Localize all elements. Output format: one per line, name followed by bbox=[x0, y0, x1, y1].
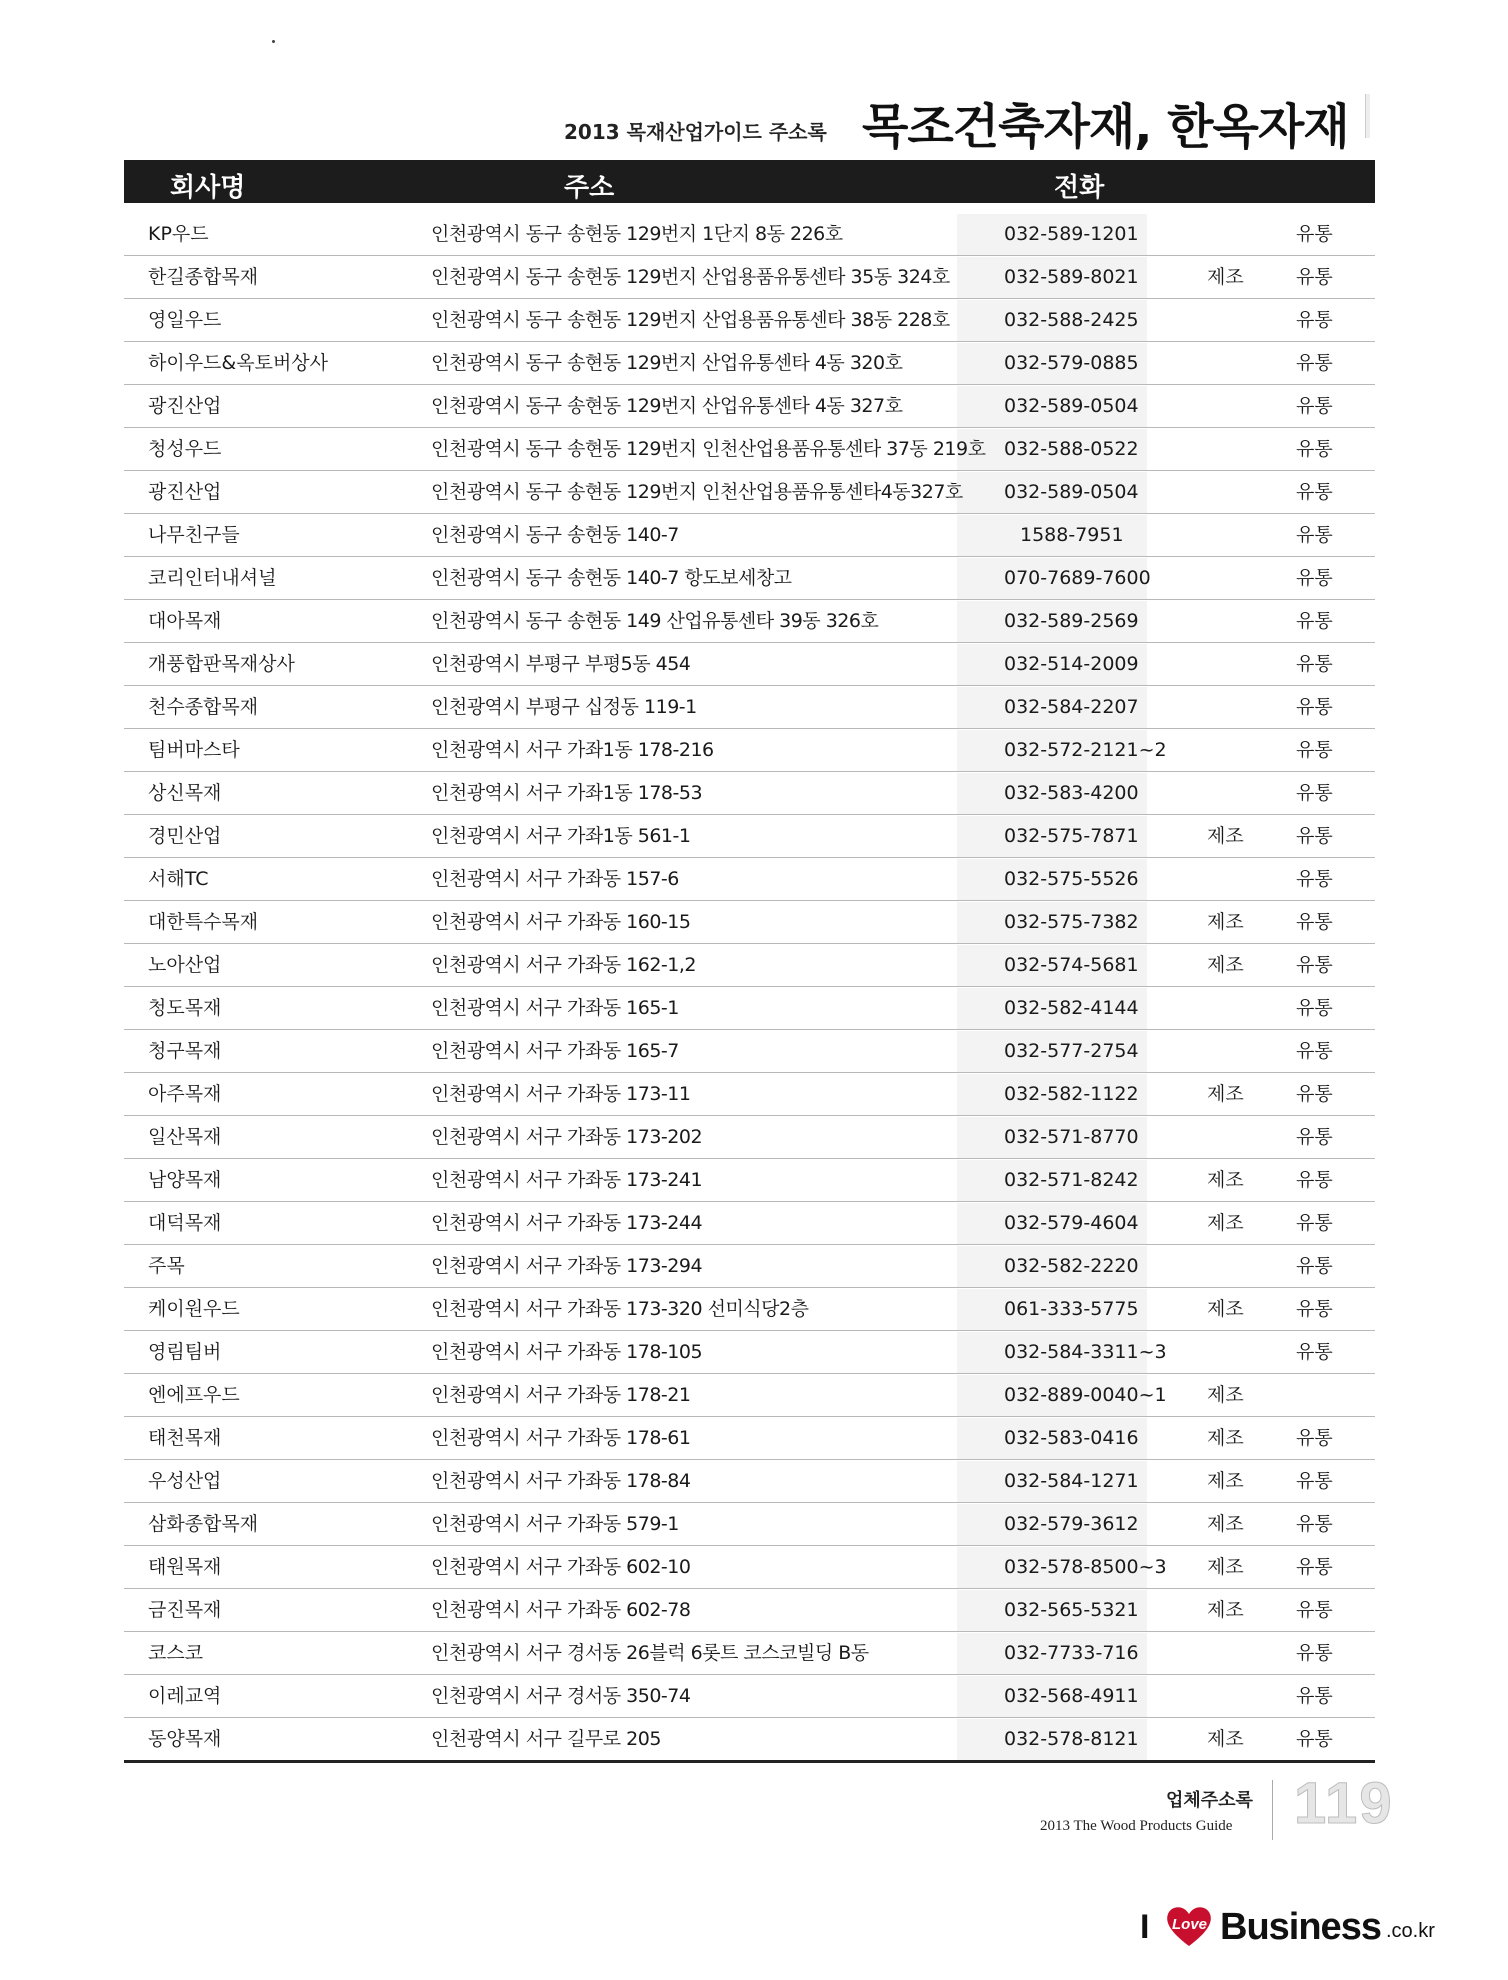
company-phone: 032-582-2220 bbox=[1004, 1255, 1139, 1277]
company-phone: 032-575-7871 bbox=[1004, 825, 1139, 847]
company-phone: 032-579-3612 bbox=[1004, 1513, 1139, 1535]
company-name: 광진산업 bbox=[148, 395, 222, 417]
company-name: 청구목재 bbox=[148, 1040, 222, 1062]
company-address: 인천광역시 동구 송현동 140-7 bbox=[431, 524, 679, 546]
distribution-tag: 유통 bbox=[1296, 1599, 1333, 1621]
column-header-company: 회사명 bbox=[170, 173, 246, 203]
brand-business: Business bbox=[1220, 1906, 1381, 1948]
company-name: 영일우드 bbox=[148, 309, 222, 331]
distribution-tag: 유통 bbox=[1296, 1685, 1333, 1707]
company-phone: 032-568-4911 bbox=[1004, 1685, 1139, 1707]
company-name: 상신목재 bbox=[148, 782, 222, 804]
company-name: 대한특수목재 bbox=[148, 911, 259, 933]
company-address: 인천광역시 서구 가좌동 173-11 bbox=[431, 1083, 691, 1105]
table-row bbox=[124, 1418, 1375, 1460]
distribution-tag: 유통 bbox=[1296, 696, 1333, 718]
company-address: 인천광역시 서구 가좌동 579-1 bbox=[431, 1513, 679, 1535]
company-name: 이레교역 bbox=[148, 1685, 222, 1707]
distribution-tag: 유통 bbox=[1296, 1126, 1333, 1148]
table-row bbox=[124, 214, 1375, 256]
table-row bbox=[124, 300, 1375, 342]
company-address: 인천광역시 서구 가좌동 162-1,2 bbox=[431, 954, 696, 976]
company-phone: 032-582-1122 bbox=[1004, 1083, 1139, 1105]
distribution-tag: 유통 bbox=[1296, 1728, 1333, 1750]
manufacture-tag: 제조 bbox=[1207, 954, 1244, 976]
company-phone: 032-565-5321 bbox=[1004, 1599, 1139, 1621]
company-name: 우성산업 bbox=[148, 1470, 222, 1492]
table-row bbox=[124, 988, 1375, 1030]
company-address: 인천광역시 동구 송현동 129번지 인천산업용품유통센타 37동 219호 bbox=[431, 438, 986, 460]
company-phone: 032-514-2009 bbox=[1004, 653, 1139, 675]
distribution-tag: 유통 bbox=[1296, 309, 1333, 331]
company-name: 대덕목재 bbox=[148, 1212, 222, 1234]
company-phone: 032-571-8770 bbox=[1004, 1126, 1139, 1148]
company-phone: 032-575-5526 bbox=[1004, 868, 1139, 890]
manufacture-tag: 제조 bbox=[1207, 1556, 1244, 1578]
company-name: 금진목재 bbox=[148, 1599, 222, 1621]
company-phone: 070-7689-7600 bbox=[1004, 567, 1151, 589]
table-row bbox=[124, 1117, 1375, 1159]
table-row bbox=[124, 1289, 1375, 1331]
table-row bbox=[124, 1719, 1375, 1763]
company-name: 엔에프우드 bbox=[148, 1384, 240, 1406]
table-row bbox=[124, 1590, 1375, 1632]
page-title: 목조건축자재, 한옥자재 bbox=[862, 99, 1349, 155]
distribution-tag: 유통 bbox=[1296, 1040, 1333, 1062]
brand-domain: .co.kr bbox=[1386, 1920, 1435, 1942]
company-address: 인천광역시 동구 송현동 140-7 항도보세창고 bbox=[431, 567, 792, 589]
distribution-tag: 유통 bbox=[1296, 223, 1333, 245]
manufacture-tag: 제조 bbox=[1207, 266, 1244, 288]
table-row bbox=[124, 773, 1375, 815]
table-row bbox=[124, 343, 1375, 385]
company-phone: 032-578-8500~3 bbox=[1004, 1556, 1167, 1578]
table-row bbox=[124, 1246, 1375, 1288]
distribution-tag: 유통 bbox=[1296, 954, 1333, 976]
company-address: 인천광역시 서구 경서동 350-74 bbox=[431, 1685, 691, 1707]
company-name: 팀버마스타 bbox=[148, 739, 240, 761]
distribution-tag: 유통 bbox=[1296, 266, 1333, 288]
manufacture-tag: 제조 bbox=[1207, 911, 1244, 933]
company-name: 천수종합목재 bbox=[148, 696, 259, 718]
company-address: 인천광역시 부평구 부평5동 454 bbox=[431, 653, 691, 675]
company-name: 나무친구들 bbox=[148, 524, 240, 546]
manufacture-tag: 제조 bbox=[1207, 1169, 1244, 1191]
manufacture-tag: 제조 bbox=[1207, 825, 1244, 847]
company-name: 광진산업 bbox=[148, 481, 222, 503]
distribution-tag: 유통 bbox=[1296, 395, 1333, 417]
company-phone: 032-574-5681 bbox=[1004, 954, 1139, 976]
company-phone: 032-589-1201 bbox=[1004, 223, 1139, 245]
table-row bbox=[124, 1074, 1375, 1116]
table-header bbox=[124, 160, 1375, 203]
company-phone: 032-7733-716 bbox=[1004, 1642, 1139, 1664]
table-row bbox=[124, 472, 1375, 514]
company-phone: 032-584-3311~3 bbox=[1004, 1341, 1167, 1363]
company-phone: 1588-7951 bbox=[1020, 524, 1124, 546]
company-name: 경민산업 bbox=[148, 825, 222, 847]
company-address: 인천광역시 서구 가좌동 157-6 bbox=[431, 868, 679, 890]
brand-love: Love bbox=[1172, 1916, 1208, 1933]
manufacture-tag: 제조 bbox=[1207, 1212, 1244, 1234]
company-address: 인천광역시 부평구 십정동 119-1 bbox=[431, 696, 697, 718]
company-address: 인천광역시 동구 송현동 129번지 산업유통센타 4동 327호 bbox=[431, 395, 903, 417]
distribution-tag: 유통 bbox=[1296, 352, 1333, 374]
distribution-tag: 유통 bbox=[1296, 653, 1333, 675]
column-header-address: 주소 bbox=[564, 173, 615, 203]
distribution-tag: 유통 bbox=[1296, 739, 1333, 761]
distribution-tag: 유통 bbox=[1296, 825, 1333, 847]
company-address: 인천광역시 서구 가좌1동 178-53 bbox=[431, 782, 703, 804]
company-phone: 032-588-2425 bbox=[1004, 309, 1139, 331]
company-phone: 032-578-8121 bbox=[1004, 1728, 1139, 1750]
table-row bbox=[124, 1332, 1375, 1374]
company-address: 인천광역시 동구 송현동 129번지 산업유통센타 4동 320호 bbox=[431, 352, 903, 374]
distribution-tag: 유통 bbox=[1296, 1083, 1333, 1105]
table-row bbox=[124, 257, 1375, 299]
guide-subtitle: 2013 목재산업가이드 주소록 bbox=[564, 120, 827, 144]
company-name: 하이우드&옥토버상사 bbox=[148, 352, 329, 374]
table-row bbox=[124, 1547, 1375, 1589]
company-phone: 032-889-0040~1 bbox=[1004, 1384, 1167, 1406]
company-phone: 032-588-0522 bbox=[1004, 438, 1139, 460]
company-address: 인천광역시 서구 가좌동 160-15 bbox=[431, 911, 691, 933]
company-address: 인천광역시 서구 길무로 205 bbox=[431, 1728, 661, 1750]
company-name: 삼화종합목재 bbox=[148, 1513, 259, 1535]
table-row bbox=[124, 1203, 1375, 1245]
company-phone: 032-583-0416 bbox=[1004, 1427, 1139, 1449]
table-row bbox=[124, 1504, 1375, 1546]
table-row bbox=[124, 1676, 1375, 1718]
table-row bbox=[124, 386, 1375, 428]
table-row bbox=[124, 730, 1375, 772]
company-phone: 032-584-2207 bbox=[1004, 696, 1139, 718]
distribution-tag: 유통 bbox=[1296, 1298, 1333, 1320]
company-phone: 032-575-7382 bbox=[1004, 911, 1139, 933]
footer-section-label: 업체주소록 bbox=[1166, 1790, 1253, 1811]
company-address: 인천광역시 서구 가좌동 173-320 선미식당2층 bbox=[431, 1298, 809, 1320]
company-phone: 032-577-2754 bbox=[1004, 1040, 1139, 1062]
company-phone: 032-571-8242 bbox=[1004, 1169, 1139, 1191]
company-address: 인천광역시 서구 가좌동 602-78 bbox=[431, 1599, 691, 1621]
company-name: 서해TC bbox=[148, 868, 209, 890]
manufacture-tag: 제조 bbox=[1207, 1384, 1244, 1406]
company-name: 태천목재 bbox=[148, 1427, 222, 1449]
table-row bbox=[124, 1160, 1375, 1202]
company-name: 한길종합목재 bbox=[148, 266, 259, 288]
company-address: 인천광역시 동구 송현동 129번지 산업용품유통센타 38동 228호 bbox=[431, 309, 950, 331]
company-name: 일산목재 bbox=[148, 1126, 222, 1148]
distribution-tag: 유통 bbox=[1296, 567, 1333, 589]
table-row bbox=[124, 902, 1375, 944]
manufacture-tag: 제조 bbox=[1207, 1513, 1244, 1535]
distribution-tag: 유통 bbox=[1296, 481, 1333, 503]
company-phone: 032-584-1271 bbox=[1004, 1470, 1139, 1492]
manufacture-tag: 제조 bbox=[1207, 1298, 1244, 1320]
company-address: 인천광역시 동구 송현동 129번지 산업용품유통센타 35동 324호 bbox=[431, 266, 950, 288]
company-address: 인천광역시 서구 가좌동 165-7 bbox=[431, 1040, 679, 1062]
company-name: 케이원우드 bbox=[148, 1298, 240, 1320]
distribution-tag: 유통 bbox=[1296, 1212, 1333, 1234]
company-name: 노아산업 bbox=[148, 954, 222, 976]
distribution-tag: 유통 bbox=[1296, 1642, 1333, 1664]
distribution-tag: 유통 bbox=[1296, 524, 1333, 546]
distribution-tag: 유통 bbox=[1296, 1427, 1333, 1449]
company-phone: 032-589-0504 bbox=[1004, 395, 1139, 417]
table-row bbox=[124, 859, 1375, 901]
distribution-tag: 유통 bbox=[1296, 782, 1333, 804]
table-row bbox=[124, 601, 1375, 643]
distribution-tag: 유통 bbox=[1296, 610, 1333, 632]
title-edge-bar bbox=[1365, 94, 1370, 138]
distribution-tag: 유통 bbox=[1296, 997, 1333, 1019]
company-name: 남양목재 bbox=[148, 1169, 222, 1191]
company-name: 청도목재 bbox=[148, 997, 222, 1019]
company-address: 인천광역시 서구 가좌동 173-202 bbox=[431, 1126, 703, 1148]
company-address: 인천광역시 서구 가좌동 173-241 bbox=[431, 1169, 703, 1191]
distribution-tag: 유통 bbox=[1296, 1556, 1333, 1578]
footer-guide-title: 2013 The Wood Products Guide bbox=[1040, 1818, 1233, 1834]
table-row bbox=[124, 1375, 1375, 1417]
company-phone: 032-572-2121~2 bbox=[1004, 739, 1167, 761]
brand-i: I bbox=[1140, 1908, 1150, 1946]
company-name: KP우드 bbox=[148, 223, 209, 245]
company-address: 인천광역시 동구 송현동 129번지 인천산업용품유통센타4동327호 bbox=[431, 481, 963, 503]
distribution-tag: 유통 bbox=[1296, 1341, 1333, 1363]
table-row bbox=[124, 945, 1375, 987]
company-name: 동양목재 bbox=[148, 1728, 222, 1750]
company-address: 인천광역시 서구 가좌1동 178-216 bbox=[431, 739, 714, 761]
company-name: 개풍합판목재상사 bbox=[148, 653, 295, 675]
distribution-tag: 유통 bbox=[1296, 1255, 1333, 1277]
company-phone: 032-589-8021 bbox=[1004, 266, 1139, 288]
scan-dot bbox=[272, 40, 275, 43]
company-name: 코리인터내셔널 bbox=[148, 567, 277, 589]
company-address: 인천광역시 서구 가좌동 173-244 bbox=[431, 1212, 703, 1234]
company-phone: 061-333-5775 bbox=[1004, 1298, 1139, 1320]
table-row bbox=[124, 644, 1375, 686]
manufacture-tag: 제조 bbox=[1207, 1470, 1244, 1492]
company-address: 인천광역시 서구 가좌동 178-61 bbox=[431, 1427, 691, 1449]
distribution-tag: 유통 bbox=[1296, 1513, 1333, 1535]
page-number: 119 bbox=[1294, 1771, 1394, 1836]
company-address: 인천광역시 서구 가좌동 173-294 bbox=[431, 1255, 703, 1277]
distribution-tag: 유통 bbox=[1296, 911, 1333, 933]
table-row bbox=[124, 558, 1375, 600]
company-address: 인천광역시 서구 경서동 26블럭 6롯트 코스코빌딩 B동 bbox=[431, 1642, 869, 1664]
table-row bbox=[124, 1031, 1375, 1073]
company-address: 인천광역시 동구 송현동 149 산업유통센타 39동 326호 bbox=[431, 610, 879, 632]
distribution-tag: 유통 bbox=[1296, 1470, 1333, 1492]
page-header bbox=[124, 88, 1370, 154]
table-row bbox=[124, 515, 1375, 557]
manufacture-tag: 제조 bbox=[1207, 1427, 1244, 1449]
distribution-tag: 유통 bbox=[1296, 1169, 1333, 1191]
distribution-tag: 유통 bbox=[1296, 438, 1333, 460]
table-row bbox=[124, 429, 1375, 471]
company-address: 인천광역시 서구 가좌동 178-84 bbox=[431, 1470, 691, 1492]
company-name: 주목 bbox=[148, 1255, 185, 1277]
company-name: 코스코 bbox=[148, 1642, 204, 1664]
company-address: 인천광역시 서구 가좌동 602-10 bbox=[431, 1556, 691, 1578]
company-address: 인천광역시 동구 송현동 129번지 1단지 8동 226호 bbox=[431, 223, 843, 245]
table-row bbox=[124, 1633, 1375, 1675]
company-address: 인천광역시 서구 가좌동 178-105 bbox=[431, 1341, 703, 1363]
company-name: 아주목재 bbox=[148, 1083, 222, 1105]
company-phone: 032-589-2569 bbox=[1004, 610, 1139, 632]
company-name: 대아목재 bbox=[148, 610, 222, 632]
manufacture-tag: 제조 bbox=[1207, 1599, 1244, 1621]
company-list bbox=[124, 214, 1375, 1764]
company-phone: 032-583-4200 bbox=[1004, 782, 1139, 804]
manufacture-tag: 제조 bbox=[1207, 1083, 1244, 1105]
company-phone: 032-589-0504 bbox=[1004, 481, 1139, 503]
company-address: 인천광역시 서구 가좌1동 561-1 bbox=[431, 825, 691, 847]
manufacture-tag: 제조 bbox=[1207, 1728, 1244, 1750]
footer-divider bbox=[1272, 1780, 1273, 1840]
company-name: 청성우드 bbox=[148, 438, 222, 460]
table-row bbox=[124, 1461, 1375, 1503]
company-address: 인천광역시 서구 가좌동 165-1 bbox=[431, 997, 679, 1019]
column-header-phone: 전화 bbox=[1054, 173, 1105, 203]
company-name: 영림팀버 bbox=[148, 1341, 222, 1363]
table-row bbox=[124, 816, 1375, 858]
table-row bbox=[124, 687, 1375, 729]
company-phone: 032-579-4604 bbox=[1004, 1212, 1139, 1234]
company-name: 태원목재 bbox=[148, 1556, 222, 1578]
company-address: 인천광역시 서구 가좌동 178-21 bbox=[431, 1384, 691, 1406]
company-phone: 032-582-4144 bbox=[1004, 997, 1139, 1019]
distribution-tag: 유통 bbox=[1296, 868, 1333, 890]
company-phone: 032-579-0885 bbox=[1004, 352, 1139, 374]
